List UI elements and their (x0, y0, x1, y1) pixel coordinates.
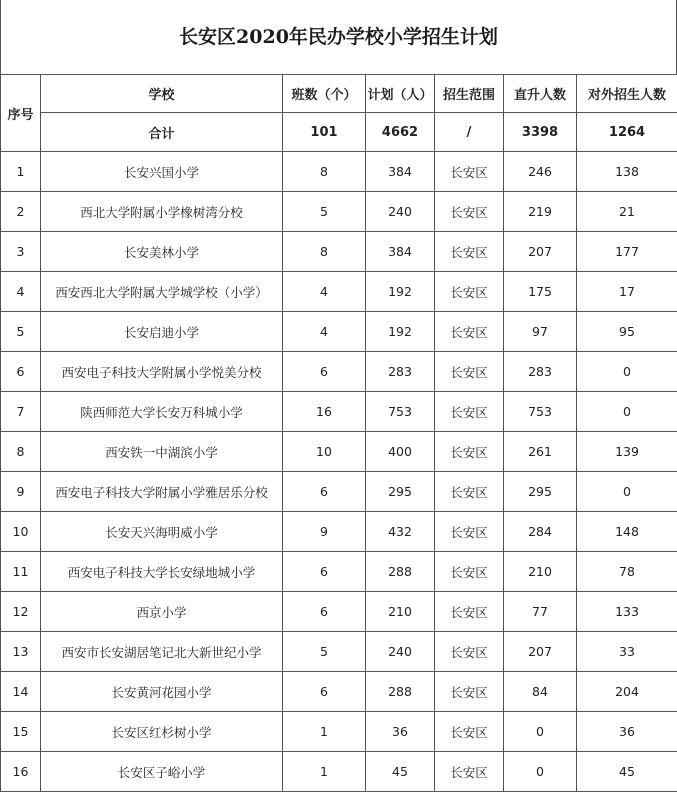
row-plan: 36 (366, 712, 435, 752)
row-school: 长安黄河花园小学 (41, 672, 283, 712)
row-school: 西安市长安湖居笔记北大新世纪小学 (41, 632, 283, 672)
row-scope: 长安区 (435, 512, 504, 552)
row-external: 138 (577, 152, 677, 192)
row-direct: 77 (504, 592, 577, 632)
row-plan: 45 (366, 752, 435, 792)
table-row (1, 752, 677, 792)
row-seq: 1 (1, 152, 41, 192)
row-external: 17 (577, 272, 677, 312)
table-row (1, 232, 677, 272)
row-seq: 5 (1, 312, 41, 352)
row-seq: 6 (1, 352, 41, 392)
row-school: 长安兴国小学 (41, 152, 283, 192)
row-external: 95 (577, 312, 677, 352)
total-direct: 3398 (504, 113, 577, 152)
row-classes: 6 (283, 352, 366, 392)
table-row (1, 392, 677, 432)
row-school: 西安铁一中湖滨小学 (41, 432, 283, 472)
row-classes: 6 (283, 592, 366, 632)
row-external: 177 (577, 232, 677, 272)
row-direct: 0 (504, 752, 577, 792)
total-plan: 4662 (366, 113, 435, 152)
total-row (1, 113, 677, 152)
row-scope: 长安区 (435, 552, 504, 592)
row-scope: 长安区 (435, 152, 504, 192)
row-school: 陕西师范大学长安万科城小学 (41, 392, 283, 432)
table-row (1, 272, 677, 312)
total-label: 合计 (41, 113, 283, 152)
row-plan: 288 (366, 672, 435, 712)
row-school: 长安美林小学 (41, 232, 283, 272)
row-scope: 长安区 (435, 272, 504, 312)
row-seq: 12 (1, 592, 41, 632)
table-row (1, 672, 677, 712)
row-plan: 753 (366, 392, 435, 432)
row-scope: 长安区 (435, 592, 504, 632)
row-plan: 400 (366, 432, 435, 472)
row-plan: 283 (366, 352, 435, 392)
row-direct: 246 (504, 152, 577, 192)
row-classes: 8 (283, 232, 366, 272)
row-scope: 长安区 (435, 432, 504, 472)
table-row (1, 512, 677, 552)
row-external: 0 (577, 352, 677, 392)
row-classes: 16 (283, 392, 366, 432)
row-plan: 240 (366, 632, 435, 672)
row-scope: 长安区 (435, 352, 504, 392)
row-seq: 8 (1, 432, 41, 472)
row-direct: 261 (504, 432, 577, 472)
row-seq: 13 (1, 632, 41, 672)
table-row (1, 712, 677, 752)
row-external: 36 (577, 712, 677, 752)
table-row (1, 312, 677, 352)
row-external: 0 (577, 472, 677, 512)
column-header-direct: 直升人数 (504, 75, 577, 113)
total-external: 1264 (577, 113, 677, 152)
row-seq: 14 (1, 672, 41, 712)
total-scope: / (435, 113, 504, 152)
row-school: 西北大学附属小学橡树湾分校 (41, 192, 283, 232)
row-scope: 长安区 (435, 232, 504, 272)
row-direct: 0 (504, 712, 577, 752)
row-seq: 3 (1, 232, 41, 272)
row-seq: 10 (1, 512, 41, 552)
row-classes: 6 (283, 672, 366, 712)
table-body (1, 152, 677, 792)
row-external: 204 (577, 672, 677, 712)
row-scope: 长安区 (435, 752, 504, 792)
row-scope: 长安区 (435, 712, 504, 752)
row-plan: 240 (366, 192, 435, 232)
row-plan: 192 (366, 272, 435, 312)
row-direct: 753 (504, 392, 577, 432)
row-seq: 15 (1, 712, 41, 752)
row-direct: 97 (504, 312, 577, 352)
row-plan: 192 (366, 312, 435, 352)
table-row (1, 352, 677, 392)
row-scope: 长安区 (435, 672, 504, 712)
row-classes: 4 (283, 312, 366, 352)
header-row (1, 75, 677, 113)
table-row (1, 632, 677, 672)
row-plan: 384 (366, 232, 435, 272)
row-school: 西京小学 (41, 592, 283, 632)
row-classes: 5 (283, 192, 366, 232)
row-external: 148 (577, 512, 677, 552)
row-seq: 4 (1, 272, 41, 312)
column-header-school: 学校 (41, 75, 283, 113)
row-direct: 207 (504, 632, 577, 672)
row-scope: 长安区 (435, 192, 504, 232)
enrollment-table (0, 74, 677, 792)
row-scope: 长安区 (435, 472, 504, 512)
row-direct: 283 (504, 352, 577, 392)
row-scope: 长安区 (435, 632, 504, 672)
row-external: 139 (577, 432, 677, 472)
row-school: 长安启迪小学 (41, 312, 283, 352)
row-plan: 384 (366, 152, 435, 192)
table-row (1, 432, 677, 472)
row-seq: 16 (1, 752, 41, 792)
row-external: 133 (577, 592, 677, 632)
row-seq: 7 (1, 392, 41, 432)
row-school: 长安天兴海明威小学 (41, 512, 283, 552)
table-row (1, 192, 677, 232)
row-external: 45 (577, 752, 677, 792)
row-scope: 长安区 (435, 392, 504, 432)
row-school: 西安电子科技大学附属小学悦美分校 (41, 352, 283, 392)
row-scope: 长安区 (435, 312, 504, 352)
table-row (1, 152, 677, 192)
column-header-plan: 计划（人） (366, 75, 435, 113)
row-direct: 210 (504, 552, 577, 592)
row-direct: 284 (504, 512, 577, 552)
row-school: 西安电子科技大学附属小学雅居乐分校 (41, 472, 283, 512)
row-classes: 6 (283, 472, 366, 512)
row-external: 0 (577, 392, 677, 432)
row-external: 78 (577, 552, 677, 592)
row-classes: 1 (283, 712, 366, 752)
column-header-seq: 序号 (1, 75, 41, 152)
row-classes: 10 (283, 432, 366, 472)
row-classes: 1 (283, 752, 366, 792)
row-school: 长安区子峪小学 (41, 752, 283, 792)
row-plan: 288 (366, 552, 435, 592)
row-external: 33 (577, 632, 677, 672)
row-seq: 9 (1, 472, 41, 512)
table-row (1, 552, 677, 592)
row-direct: 295 (504, 472, 577, 512)
column-header-classes: 班数（个） (283, 75, 366, 113)
table-row (1, 592, 677, 632)
row-direct: 175 (504, 272, 577, 312)
row-direct: 84 (504, 672, 577, 712)
row-classes: 4 (283, 272, 366, 312)
row-external: 21 (577, 192, 677, 232)
table-row (1, 472, 677, 512)
row-plan: 210 (366, 592, 435, 632)
row-school: 长安区红杉树小学 (41, 712, 283, 752)
row-plan: 295 (366, 472, 435, 512)
row-seq: 11 (1, 552, 41, 592)
row-school: 西安西北大学附属大学城学校（小学） (41, 272, 283, 312)
column-header-external: 对外招生人数 (577, 75, 677, 113)
page-title: 长安区2020年民办学校小学招生计划 (0, 0, 677, 74)
row-classes: 8 (283, 152, 366, 192)
row-classes: 6 (283, 552, 366, 592)
total-classes: 101 (283, 113, 366, 152)
row-school: 西安电子科技大学长安绿地城小学 (41, 552, 283, 592)
row-classes: 9 (283, 512, 366, 552)
column-header-scope: 招生范围 (435, 75, 504, 113)
row-seq: 2 (1, 192, 41, 232)
row-classes: 5 (283, 632, 366, 672)
row-direct: 207 (504, 232, 577, 272)
row-plan: 432 (366, 512, 435, 552)
row-direct: 219 (504, 192, 577, 232)
